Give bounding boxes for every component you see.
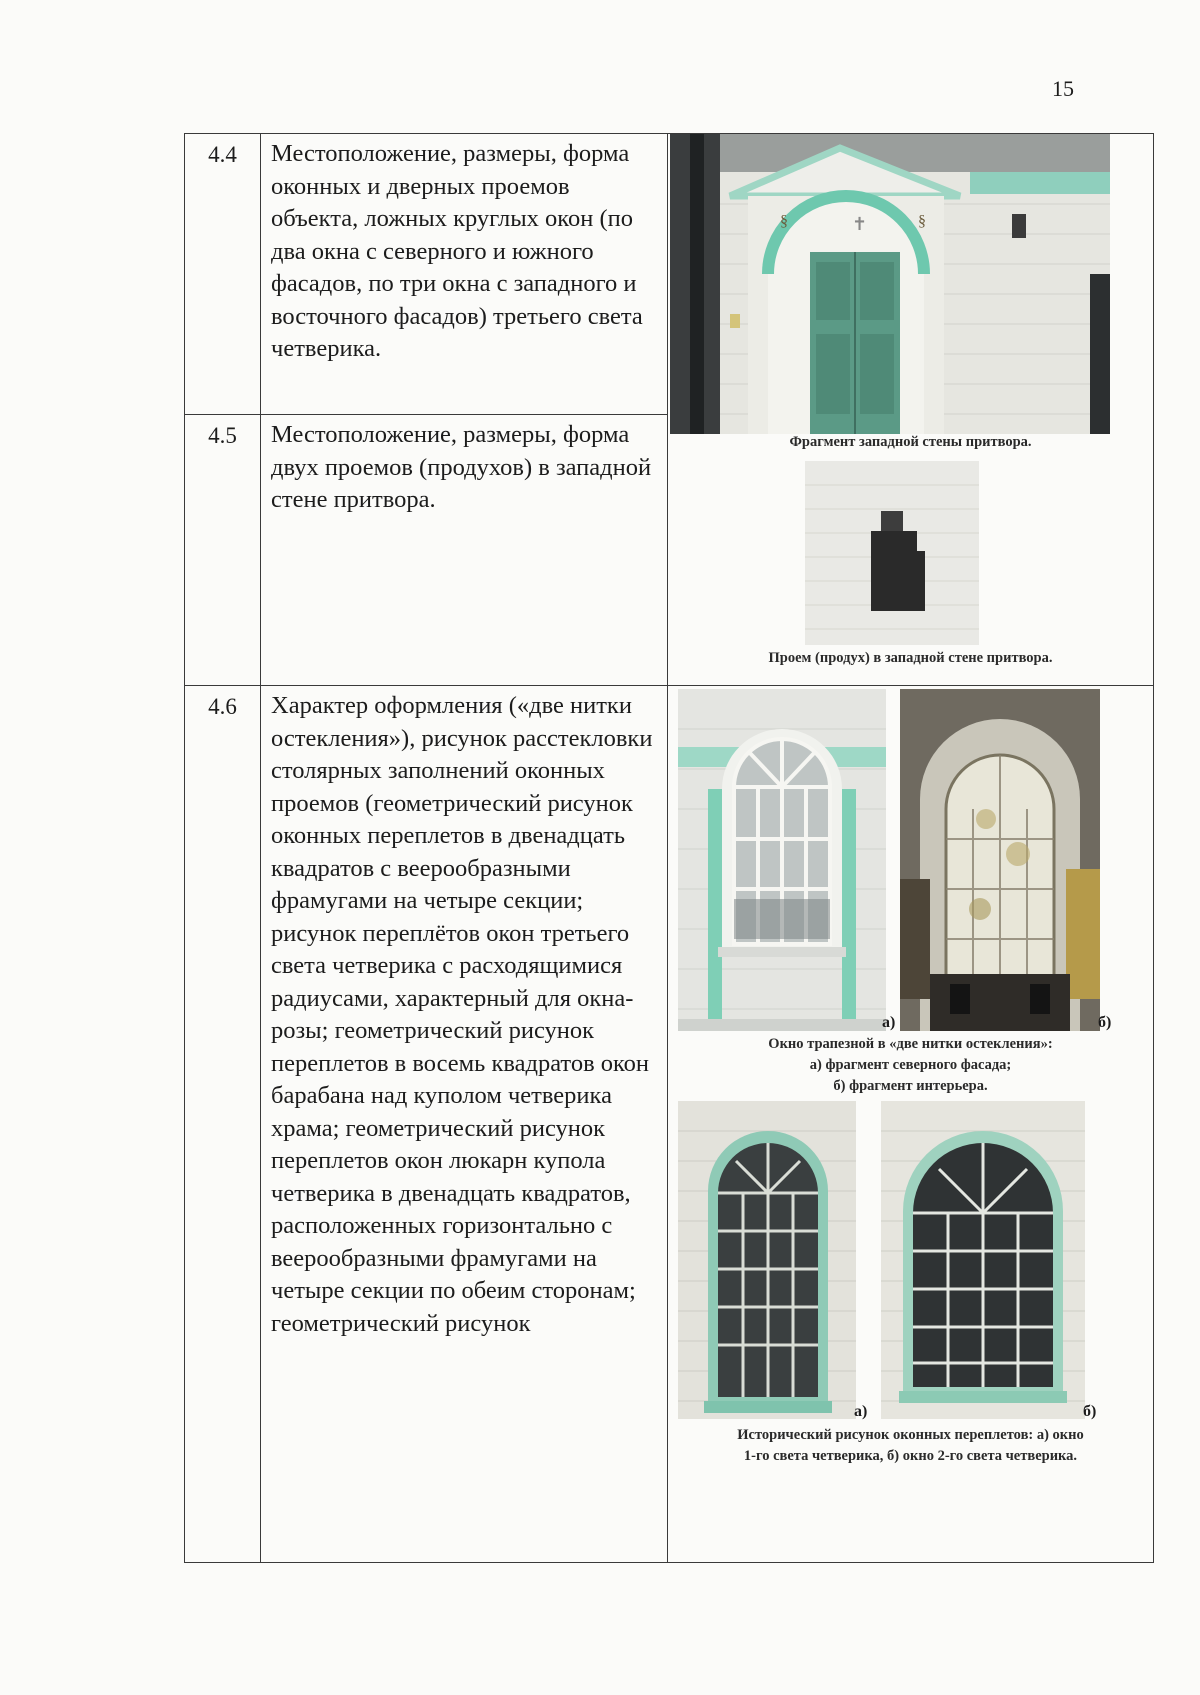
row-description: Местоположение, размеры, форма оконных и дверных проемов объекта, ложных круглых окон (по два окна с северного и южного фасадов, по три окна с западного и восточного фасадов) третьего света четверика.	[261, 134, 668, 415]
vent-photo	[805, 461, 979, 645]
row-description: Местоположение, размеры, форма двух проемов (продухов) в западной стене притвора.	[261, 415, 668, 686]
caption-historic-line-2: 1-го света четверика, б) окно 2-го света четверика.	[743, 1448, 1078, 1464]
label-b: б)	[1098, 1014, 1112, 1031]
refectory-window-interior-photo	[900, 689, 1100, 1031]
table-row	[185, 134, 1154, 415]
historic-window-1-photo	[678, 1101, 856, 1419]
svg-text:§: §	[780, 213, 788, 230]
historic-window-2-photo	[881, 1101, 1085, 1419]
svg-text:✝: ✝	[852, 214, 868, 234]
caption-refectory-line-3: б) фрагмент интерьера.	[833, 1078, 988, 1094]
refectory-window-exterior-photo	[678, 689, 886, 1031]
caption-historic	[668, 1425, 1153, 1467]
table-row	[185, 686, 1154, 1563]
west-wall-photo	[670, 134, 1110, 434]
row-number: 4.5	[185, 415, 261, 686]
caption-west-wall: Фрагмент западной стены притвора.	[789, 434, 1032, 450]
specification-table	[184, 133, 1154, 1563]
caption-refectory	[668, 1034, 1153, 1097]
label-b: б)	[1083, 1403, 1097, 1420]
caption-historic-line-1: Исторический рисунок оконных переплетов: а) окно	[737, 1427, 1084, 1443]
image-cell-west-wall	[668, 134, 1154, 686]
caption-refectory-line-2: а) фрагмент северного фасада;	[809, 1057, 1012, 1073]
caption-vent: Проем (продух) в западной стене притвора.	[768, 650, 1053, 666]
row-number: 4.6	[185, 686, 261, 1563]
page-number: 15	[1052, 76, 1074, 101]
svg-text:§: §	[918, 213, 926, 230]
label-a: а)	[854, 1403, 868, 1420]
image-cell-windows	[668, 686, 1154, 1563]
caption-refectory-line-1: Окно трапезной в «две нитки остекления»:	[768, 1036, 1053, 1052]
row-number: 4.4	[185, 134, 261, 415]
row-description: Характер оформления («две нитки остекления»), рисунок расстекловки столярных заполнений оконных проемов (геометрический рисунок оконных переплетов в двенадцать квадратов с веерообразными фрамугами на четыре секции; рисунок переплётов окон третьего света четверика с расходящимися радиусами, характерный для окна-розы; геометрический рисунок переплетов в восемь квадратов окон барабана над куполом четверика храма; геометрический рисунок переплетов окон люкарн купола четверика в двенадцать квадратов, расположенных горизонтально с веерообразными фрамугами на четыре секции по обеим сторонам; геометрический рисунок	[261, 686, 668, 1563]
label-a: а)	[882, 1014, 896, 1031]
